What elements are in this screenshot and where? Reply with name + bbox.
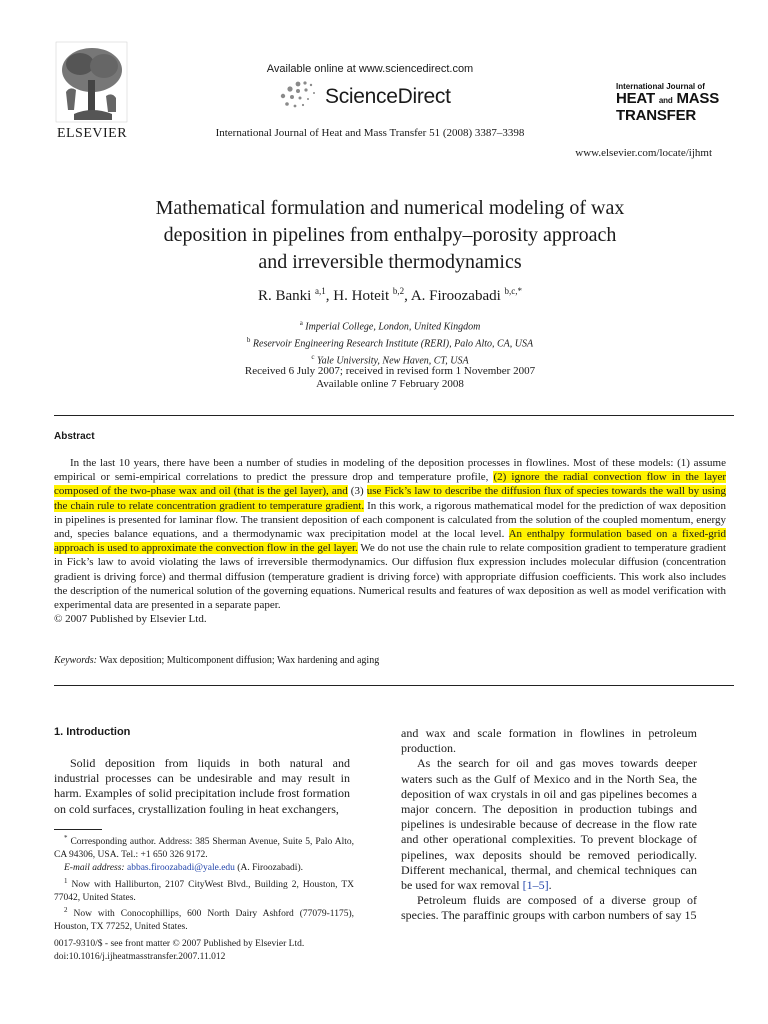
- journal-citation: International Journal of Heat and Mass Transfer 51 (2008) 3387–3398: [215, 127, 525, 139]
- journal-logo-line1: International Journal of: [616, 82, 705, 91]
- footnotes: [54, 832, 354, 934]
- received-dates: Received 6 July 2007; received in revised form 1 November 2007: [244, 365, 536, 377]
- front-matter-line: 0017-9310/$ - see front matter © 2007 Published by Elsevier Ltd.: [54, 939, 305, 949]
- footnote-mark: *: [64, 834, 68, 842]
- abstract-paragraph: [54, 456, 726, 612]
- footnote-mark: 1: [64, 876, 68, 885]
- footnote-text: Now with Halliburton, 2107 CityWest Blvd., Building 2, Houston, TX 77042, United States.: [54, 879, 354, 903]
- footnote-text: Now with Conocophillips, 600 North Dairy Ashford (77079-1175), Houston, TX 77252, United States.: [54, 909, 354, 933]
- abstract-copyright: © 2007 Published by Elsevier Ltd.: [54, 613, 207, 626]
- page-footer: [54, 938, 304, 963]
- author-name: R. Banki: [257, 288, 312, 304]
- available-date: Available online 7 February 2008: [316, 378, 464, 390]
- journal-logo: [616, 82, 736, 123]
- author-name: A. Firoozabadi: [410, 288, 501, 304]
- affiliation-mark: c: [311, 352, 315, 361]
- publisher-name: ELSEVIER: [56, 126, 128, 141]
- sciencedirect-wordmark[interactable]: ScienceDirect: [325, 85, 451, 108]
- title-line: Mathematical formulation and numerical modeling of wax: [155, 197, 625, 219]
- journal-site-url[interactable]: www.elsevier.com/locate/ijhmt: [575, 147, 712, 159]
- affiliation-mark: b: [246, 335, 251, 344]
- elsevier-tree-logo-icon: [54, 40, 129, 140]
- footnote-email: [54, 862, 354, 875]
- affiliation-text: Yale University, New Haven, CT, USA: [316, 354, 469, 366]
- affiliation-text: Imperial College, London, United Kingdom: [305, 321, 481, 333]
- journal-logo-mass: MASS: [676, 90, 720, 107]
- footnote-text: Corresponding author. Address: 385 Sherman Avenue, Suite 5, Palo Alto, CA 94306, USA. Tel.: +1 650 326 9172.: [54, 837, 354, 860]
- corresponding-author-mark[interactable]: *: [517, 286, 523, 296]
- abstract-text: We do not use the chain rule to relate composition gradient to temperature gradient in Fick’s law to avoid violating the laws of irreversible thermodynamics. Our diffusion flux expression includes molecular diffusion (concentration gradient is driving force) and thermal diffusion (temperature gradient is driving force) with appropriate diffusion coefficients. This work also includes the description of the numerical solution of the governing equations. Numerical results and features of wax deposition as well as model verification with experimental data are presented in a separate paper.: [54, 542, 727, 612]
- intro-text: As the search for oil and gas moves towards deeper waters such as the Gulf of Mexico and in the North Sea, the deposition of wax crystals in oil and gas pipelines becomes a major concern. The deposition in production tubings and pipelines is undesirable because of decrease in the flow rate and other operational complexities. To prevent blockage of pipelines, wax deposits should be removed periodically. Different mechanical, thermal, and chemical techniques can be used for wax removal: [401, 756, 697, 893]
- keywords-label: Keywords:: [54, 655, 97, 666]
- affiliation-text: Reservoir Engineering Research Institute (RERI), Palo Alto, CA, USA: [252, 338, 534, 350]
- abstract-text: In this work, a rigorous mathematical model for the prediction of wax deposition in pipelines is presented for laminar flow. The transient deposition of each component is calculated from the solution of the coupled momentum, energy and, species balance equations, and a thermodynamic wax precipitation model at the local level.: [54, 499, 726, 541]
- affiliation-line: [150, 317, 630, 334]
- footnote-1: [54, 875, 354, 905]
- affiliations: [150, 317, 630, 367]
- journal-logo-transfer: TRANSFER: [616, 107, 697, 124]
- left-column: [54, 756, 350, 817]
- doi-line[interactable]: doi:10.1016/j.ijheatmasstransfer.2007.11.012: [54, 951, 226, 962]
- email-link[interactable]: abbas.firoozabadi@yale.edu: [126, 862, 235, 873]
- abstract-body: [54, 456, 726, 626]
- intro-paragraph: Solid deposition from liquids in both natural and industrial processes can be undesirable and may result in harm. Examples of solid precipitation include frost formation on cold surfaces, crystallization fouling in heat exchangers,: [54, 756, 350, 816]
- author-affil-mark: a,1: [315, 286, 326, 296]
- abstract-text: In the last 10 years, there have been a number of studies in modeling of the deposition processes in flowlines. Most of these models: (1) assume empirical or semi-empirical correlations to predict the pressure drop and temperature profile,: [54, 457, 726, 484]
- journal-logo-heat: HEAT: [616, 90, 655, 107]
- author-affil-mark-text: b,c,: [504, 286, 518, 296]
- footnote-mark: 2: [64, 906, 68, 915]
- abstract-bottom-rule: [54, 685, 734, 686]
- intro-paragraph: Petroleum fluids are composed of a diverse group of species. The paraffinic groups with carbon numbers of say 15: [401, 893, 697, 923]
- abstract-heading: Abstract: [54, 431, 95, 442]
- abstract-highlighted-text: use Fick’s law to describe the diffusion flux of species towards the wall by using the chain rule to relate concentration gradient to temperature gradient.: [54, 485, 726, 512]
- email-suffix: (A. Firoozabadi).: [234, 862, 303, 873]
- abstract-top-rule: [54, 415, 734, 416]
- title-line: and irreversible thermodynamics: [258, 251, 522, 273]
- author-separator: ,: [404, 288, 411, 304]
- author-name: H. Hoteit: [333, 288, 390, 304]
- section-heading-introduction: 1. Introduction: [54, 726, 131, 738]
- journal-logo-and: and: [658, 96, 673, 105]
- journal-logo-line2: [616, 91, 736, 108]
- author-affil-mark: b,2: [392, 286, 405, 296]
- keywords: [54, 655, 726, 666]
- abstract-highlighted-text: (2) ignore the radial convection flow in the layer composed of the two-phase wax and oil (that is the gel layer), and: [54, 471, 726, 498]
- abstract-highlighted-text: An enthalpy formulation based on a fixed-grid approach is used to approximate the convection flow in the gel layer.: [54, 528, 726, 555]
- citation-link[interactable]: [1–5]: [522, 878, 549, 893]
- article-history: [150, 365, 630, 391]
- article-title: [80, 195, 700, 276]
- sciencedirect-dots-icon: [278, 80, 326, 112]
- email-label: E-mail address:: [64, 862, 125, 873]
- author-separator: ,: [325, 288, 334, 304]
- intro-paragraph: and wax and scale formation in flowlines in petroleum production.: [401, 726, 697, 756]
- affiliation-mark: a: [299, 319, 303, 327]
- footnote-rule: [54, 829, 102, 830]
- footnote-corresponding: [54, 832, 354, 862]
- right-column: [401, 726, 697, 924]
- author-list: [80, 286, 700, 305]
- intro-paragraph: [401, 756, 697, 893]
- keywords-text: Wax deposition; Multicomponent diffusion; Wax hardening and aging: [96, 655, 380, 666]
- available-online-line[interactable]: Available online at www.sciencedirect.com: [266, 63, 474, 75]
- abstract-text: (3): [347, 485, 367, 498]
- footnote-2: [54, 904, 354, 934]
- intro-text: .: [548, 878, 552, 893]
- author-affil-mark: [505, 286, 523, 296]
- title-line: deposition in pipelines from enthalpy–porosity approach: [163, 224, 617, 246]
- affiliation-line: [150, 334, 630, 351]
